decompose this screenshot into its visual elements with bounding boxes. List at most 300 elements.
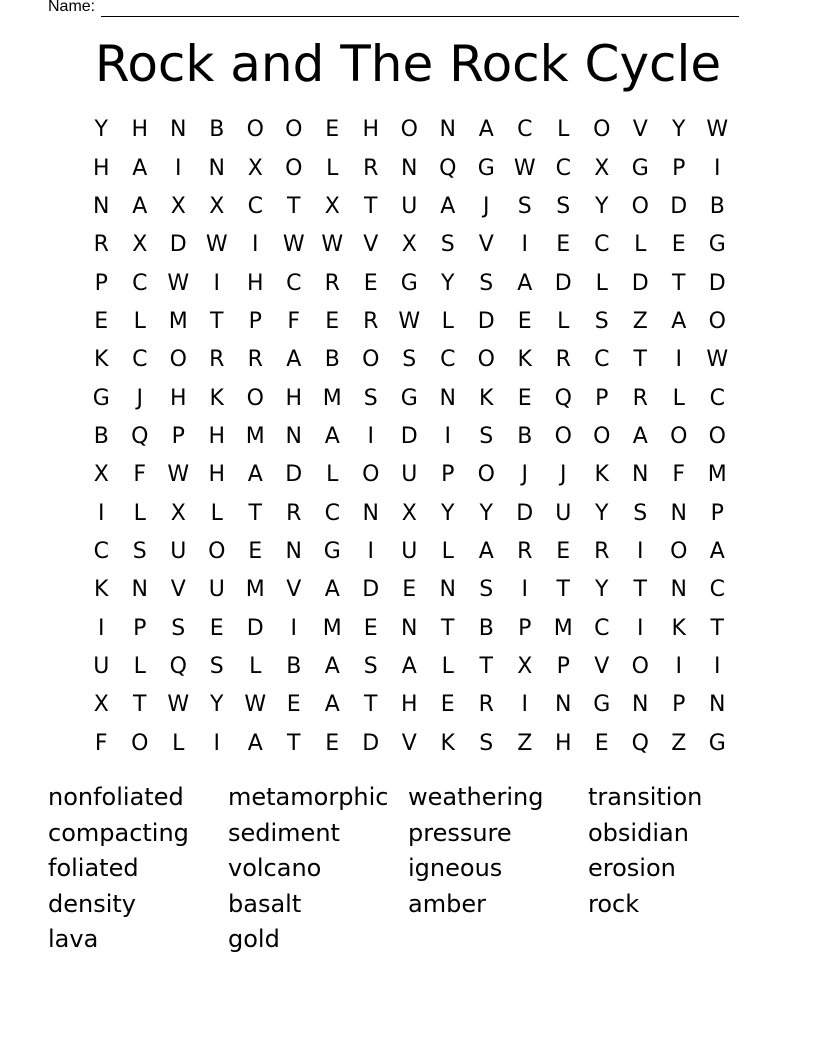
grid-cell[interactable]: O — [708, 308, 726, 334]
grid-cell[interactable]: A — [709, 538, 725, 564]
grid-cell[interactable]: L — [326, 462, 339, 488]
grid-cell[interactable]: H — [554, 730, 572, 756]
grid-cell[interactable]: V — [170, 577, 186, 603]
grid-cell[interactable]: Y — [94, 117, 108, 143]
grid-cell[interactable]: R — [363, 155, 379, 181]
grid-cell[interactable]: L — [172, 730, 185, 756]
grid-cell[interactable]: X — [132, 232, 148, 258]
grid-cell[interactable]: V — [286, 577, 302, 603]
grid-cell[interactable]: D — [362, 730, 380, 756]
grid-cell[interactable]: B — [324, 347, 340, 373]
grid-cell[interactable]: R — [324, 270, 340, 296]
grid-cell[interactable]: S — [440, 232, 455, 258]
grid-cell[interactable]: A — [632, 423, 648, 449]
grid-cell[interactable]: O — [285, 155, 303, 181]
grid-cell[interactable]: G — [708, 730, 726, 756]
word-bank-item: transition — [588, 783, 703, 811]
grid-cell[interactable]: B — [709, 193, 725, 219]
grid-cell[interactable]: D — [708, 270, 726, 296]
name-field — [48, 0, 739, 17]
grid-cell[interactable]: Y — [595, 500, 609, 526]
word-bank-item: weathering — [408, 783, 544, 811]
grid-cell[interactable]: O — [400, 117, 418, 143]
grid-cell[interactable]: S — [171, 615, 186, 641]
grid-cell[interactable]: L — [557, 308, 570, 334]
grid-cell[interactable]: E — [363, 615, 378, 641]
grid-cell[interactable]: H — [362, 117, 380, 143]
grid-cell[interactable]: D — [362, 577, 380, 603]
grid-cell[interactable]: S — [363, 385, 378, 411]
grid-cell[interactable]: P — [556, 653, 570, 679]
grid-cell[interactable]: O — [477, 347, 495, 373]
grid-cell[interactable]: E — [517, 385, 532, 411]
grid-cell[interactable]: T — [364, 193, 378, 219]
grid-cell[interactable]: X — [401, 232, 417, 258]
grid-cell[interactable]: O — [631, 193, 649, 219]
grid-cell[interactable]: I — [637, 615, 644, 641]
grid-cell[interactable]: N — [285, 423, 302, 449]
grid-cell[interactable]: R — [594, 538, 610, 564]
grid-cell[interactable]: T — [710, 615, 724, 641]
grid-cell[interactable]: C — [286, 270, 302, 296]
grid-cell[interactable]: C — [93, 538, 109, 564]
grid-cell[interactable]: M — [707, 462, 727, 488]
grid-cell[interactable]: A — [401, 653, 417, 679]
grid-cell[interactable]: W — [167, 270, 190, 296]
grid-cell[interactable]: P — [710, 500, 724, 526]
grid-cell[interactable]: W — [205, 232, 228, 258]
grid-cell[interactable]: A — [671, 308, 687, 334]
grid-cell[interactable]: C — [132, 270, 148, 296]
grid-cell[interactable]: A — [324, 577, 340, 603]
grid-cell[interactable]: A — [324, 692, 340, 718]
grid-cell[interactable]: E — [402, 577, 417, 603]
grid-cell[interactable]: K — [517, 347, 532, 373]
grid-cell[interactable]: V — [478, 232, 494, 258]
grid-cell[interactable]: U — [93, 653, 110, 679]
grid-cell[interactable]: E — [325, 730, 340, 756]
grid-cell[interactable]: S — [479, 577, 494, 603]
grid-cell[interactable]: N — [439, 117, 456, 143]
grid-cell[interactable]: I — [252, 232, 259, 258]
grid-cell[interactable]: I — [521, 692, 528, 718]
grid-cell[interactable]: P — [94, 270, 108, 296]
grid-cell[interactable]: R — [247, 347, 263, 373]
grid-cell[interactable]: R — [209, 347, 225, 373]
grid-cell[interactable]: E — [363, 270, 378, 296]
grid-cell[interactable]: Q — [169, 653, 187, 679]
grid-cell[interactable]: S — [479, 423, 494, 449]
grid-cell[interactable]: I — [714, 155, 721, 181]
grid-cell[interactable]: N — [131, 577, 148, 603]
grid-cell[interactable]: L — [595, 270, 608, 296]
grid-cell[interactable]: M — [245, 423, 265, 449]
grid-cell[interactable]: S — [209, 653, 224, 679]
grid-cell[interactable]: X — [401, 500, 417, 526]
grid-cell[interactable]: C — [247, 193, 263, 219]
grid-cell[interactable]: E — [94, 308, 109, 334]
grid-cell[interactable]: I — [98, 500, 105, 526]
grid-cell[interactable]: I — [714, 653, 721, 679]
grid-cell[interactable]: O — [362, 462, 380, 488]
grid-cell[interactable]: H — [285, 385, 303, 411]
grid-cell[interactable]: H — [131, 117, 149, 143]
grid-cell[interactable]: N — [362, 500, 379, 526]
grid-cell[interactable]: N — [709, 692, 726, 718]
grid-cell[interactable]: O — [169, 347, 187, 373]
grid-cell[interactable]: S — [402, 347, 417, 373]
grid-cell[interactable]: A — [247, 730, 263, 756]
grid-cell[interactable]: L — [326, 155, 339, 181]
grid-cell[interactable]: U — [401, 193, 418, 219]
grid-cell[interactable]: O — [208, 538, 226, 564]
grid-cell[interactable]: T — [556, 577, 570, 603]
grid-cell[interactable]: H — [208, 423, 226, 449]
grid-cell[interactable]: M — [245, 577, 265, 603]
grid-cell[interactable]: D — [169, 232, 187, 258]
grid-cell[interactable]: C — [132, 347, 148, 373]
grid-cell[interactable]: H — [169, 385, 187, 411]
grid-cell[interactable]: O — [131, 730, 149, 756]
grid-cell[interactable]: S — [556, 193, 571, 219]
grid-cell[interactable]: I — [675, 653, 682, 679]
grid-cell[interactable]: C — [709, 577, 725, 603]
grid-cell[interactable]: K — [671, 615, 686, 641]
grid-cell[interactable]: I — [175, 155, 182, 181]
grid-cell[interactable]: H — [246, 270, 264, 296]
grid-cell[interactable]: W — [513, 155, 536, 181]
grid-cell[interactable]: I — [444, 423, 451, 449]
grid-cell[interactable]: O — [362, 347, 380, 373]
grid-cell[interactable]: W — [398, 308, 421, 334]
grid-cell[interactable]: W — [244, 692, 267, 718]
grid-cell[interactable]: N — [439, 577, 456, 603]
grid-cell[interactable]: A — [132, 193, 148, 219]
grid-cell[interactable]: Q — [554, 385, 572, 411]
grid-cell[interactable]: E — [440, 692, 455, 718]
grid-cell[interactable]: E — [325, 308, 340, 334]
grid-cell[interactable]: I — [213, 270, 220, 296]
name-line[interactable] — [101, 0, 739, 17]
grid-cell[interactable]: C — [517, 117, 533, 143]
grid-cell[interactable]: R — [286, 500, 302, 526]
grid-cell[interactable]: T — [287, 730, 301, 756]
grid-cell[interactable]: T — [633, 577, 647, 603]
grid-cell[interactable]: Q — [631, 730, 649, 756]
grid-cell[interactable]: W — [167, 462, 190, 488]
grid-cell[interactable]: Q — [131, 423, 149, 449]
grid-cell[interactable]: Y — [595, 193, 609, 219]
grid-cell[interactable]: H — [400, 692, 418, 718]
grid-cell[interactable]: D — [670, 193, 688, 219]
grid-cell[interactable]: N — [208, 155, 225, 181]
grid-cell[interactable]: T — [210, 308, 224, 334]
grid-cell[interactable]: L — [441, 538, 454, 564]
grid-cell[interactable]: Z — [517, 730, 533, 756]
grid-cell[interactable]: A — [286, 347, 302, 373]
grid-cell[interactable]: T — [633, 347, 647, 373]
grid-cell[interactable]: P — [441, 462, 455, 488]
grid-cell[interactable]: E — [671, 232, 686, 258]
grid-cell[interactable]: T — [441, 615, 455, 641]
grid-cell[interactable]: N — [401, 615, 418, 641]
grid-cell[interactable]: Y — [479, 500, 493, 526]
grid-cell[interactable]: D — [554, 270, 572, 296]
grid-cell[interactable]: P — [171, 423, 185, 449]
grid-cell[interactable]: T — [479, 653, 493, 679]
grid-cell[interactable]: B — [93, 423, 109, 449]
grid-cell[interactable]: B — [478, 615, 494, 641]
grid-cell[interactable]: L — [133, 308, 146, 334]
grid-cell[interactable]: E — [209, 615, 224, 641]
grid-cell[interactable]: A — [478, 117, 494, 143]
grid-cell[interactable]: G — [708, 232, 726, 258]
grid-cell[interactable]: Z — [632, 308, 648, 334]
word-bank-item: nonfoliated — [48, 783, 184, 811]
grid-cell[interactable]: V — [401, 730, 417, 756]
grid-cell[interactable]: R — [478, 692, 494, 718]
grid-cell[interactable]: T — [248, 500, 262, 526]
grid-cell[interactable]: E — [594, 730, 609, 756]
grid-cell[interactable]: W — [321, 232, 344, 258]
grid-cell[interactable]: L — [672, 385, 685, 411]
grid-cell[interactable]: K — [94, 577, 109, 603]
grid-cell[interactable]: J — [560, 462, 567, 488]
grid-cell[interactable]: W — [167, 692, 190, 718]
word-bank-item: foliated — [48, 854, 139, 883]
grid-cell[interactable]: R — [517, 538, 533, 564]
grid-cell[interactable]: G — [400, 270, 418, 296]
grid-cell[interactable]: P — [595, 385, 609, 411]
grid-cell[interactable]: M — [322, 615, 342, 641]
grid-cell[interactable]: I — [290, 615, 297, 641]
grid-cell[interactable]: X — [209, 193, 225, 219]
grid-cell[interactable]: I — [521, 577, 528, 603]
grid-cell[interactable]: D — [516, 500, 534, 526]
grid-cell[interactable]: A — [247, 462, 263, 488]
grid-cell[interactable]: N — [439, 385, 456, 411]
grid-cell[interactable]: W — [706, 117, 729, 143]
grid-cell[interactable]: X — [170, 193, 186, 219]
grid-cell[interactable]: K — [479, 385, 494, 411]
grid-cell[interactable]: N — [170, 117, 187, 143]
grid-cell[interactable]: V — [632, 117, 648, 143]
grid-cell[interactable]: T — [364, 692, 378, 718]
grid-cell[interactable]: P — [672, 692, 686, 718]
grid-cell[interactable]: I — [98, 615, 105, 641]
grid-cell[interactable]: F — [94, 730, 108, 756]
grid-cell[interactable]: K — [209, 385, 224, 411]
grid-cell[interactable]: G — [92, 385, 110, 411]
grid-cell[interactable]: S — [363, 653, 378, 679]
grid-cell[interactable]: Y — [441, 270, 455, 296]
grid-cell[interactable]: R — [555, 347, 571, 373]
grid-cell[interactable]: O — [593, 117, 611, 143]
grid-cell[interactable]: I — [521, 232, 528, 258]
grid-cell[interactable]: L — [441, 308, 454, 334]
grid-cell[interactable]: C — [324, 500, 340, 526]
grid-cell[interactable]: A — [440, 193, 456, 219]
grid-cell[interactable]: V — [594, 653, 610, 679]
grid-cell[interactable]: A — [324, 423, 340, 449]
grid-cell[interactable]: X — [517, 653, 533, 679]
grid-cell[interactable]: I — [213, 730, 220, 756]
grid-cell[interactable]: O — [246, 385, 264, 411]
grid-cell[interactable]: J — [483, 193, 490, 219]
grid-cell[interactable]: P — [518, 615, 532, 641]
grid-cell[interactable]: N — [401, 155, 418, 181]
grid-cell[interactable]: R — [632, 385, 648, 411]
grid-cell[interactable]: E — [248, 538, 263, 564]
grid-cell[interactable]: O — [554, 423, 572, 449]
grid-cell[interactable]: U — [170, 538, 187, 564]
grid-cell[interactable]: P — [672, 155, 686, 181]
grid-cell[interactable]: P — [133, 615, 147, 641]
grid-cell[interactable]: N — [93, 193, 110, 219]
grid-cell[interactable]: Y — [672, 117, 686, 143]
grid-cell[interactable]: S — [132, 538, 147, 564]
grid-cell[interactable]: A — [478, 538, 494, 564]
grid-cell[interactable]: S — [633, 500, 648, 526]
grid-cell[interactable]: C — [555, 155, 571, 181]
grid-cell[interactable]: Y — [210, 692, 224, 718]
grid-cell[interactable]: K — [440, 730, 455, 756]
grid-cell[interactable]: I — [367, 423, 374, 449]
grid-cell[interactable]: V — [363, 232, 379, 258]
grid-cell[interactable]: O — [708, 423, 726, 449]
word-bank-item: volcano — [228, 854, 322, 883]
grid-cell[interactable]: A — [324, 653, 340, 679]
grid-cell[interactable]: C — [440, 347, 456, 373]
grid-cell[interactable]: E — [325, 117, 340, 143]
word-bank-item: erosion — [588, 854, 676, 883]
grid-cell[interactable]: U — [208, 577, 225, 603]
grid-cell[interactable]: K — [594, 462, 609, 488]
grid-cell[interactable]: I — [367, 538, 374, 564]
grid-cell[interactable]: Z — [671, 730, 687, 756]
grid-cell[interactable]: R — [363, 308, 379, 334]
grid-cell[interactable]: S — [517, 193, 532, 219]
grid-cell[interactable]: K — [94, 347, 109, 373]
grid-cell[interactable]: C — [709, 385, 725, 411]
grid-cell[interactable]: L — [249, 653, 262, 679]
word-bank-item: gold — [228, 925, 280, 954]
grid-cell[interactable]: C — [594, 615, 610, 641]
grid-cell[interactable]: E — [556, 538, 571, 564]
grid-cell[interactable]: S — [479, 270, 494, 296]
grid-cell[interactable]: I — [675, 347, 682, 373]
grid-cell[interactable]: X — [247, 155, 263, 181]
grid-cell[interactable]: O — [246, 117, 264, 143]
grid-cell[interactable]: E — [286, 692, 301, 718]
grid-cell[interactable]: X — [93, 692, 109, 718]
grid-cell[interactable]: F — [287, 308, 301, 334]
grid-cell[interactable]: T — [133, 692, 147, 718]
grid-cell[interactable]: M — [168, 308, 188, 334]
grid-cell[interactable]: D — [285, 462, 303, 488]
grid-cell[interactable]: N — [670, 500, 687, 526]
grid-cell[interactable]: M — [322, 385, 342, 411]
grid-cell[interactable]: B — [286, 653, 302, 679]
grid-cell[interactable]: O — [285, 117, 303, 143]
grid-cell[interactable]: J — [521, 462, 528, 488]
grid-cell[interactable]: B — [517, 423, 533, 449]
grid-cell[interactable]: T — [287, 193, 301, 219]
grid-cell[interactable]: N — [670, 577, 687, 603]
grid-cell[interactable]: N — [555, 692, 572, 718]
grid-cell[interactable]: X — [324, 193, 340, 219]
grid-cell[interactable]: X — [170, 500, 186, 526]
grid-cell[interactable]: Q — [439, 155, 457, 181]
grid-cell[interactable]: G — [323, 538, 341, 564]
grid-cell[interactable]: H — [208, 462, 226, 488]
grid-cell[interactable]: D — [631, 270, 649, 296]
grid-cell[interactable]: U — [401, 538, 418, 564]
grid-cell[interactable]: N — [632, 692, 649, 718]
grid-cell[interactable]: H — [92, 155, 110, 181]
grid-cell[interactable]: U — [401, 462, 418, 488]
grid-cell[interactable]: O — [670, 423, 688, 449]
grid-cell[interactable]: M — [553, 615, 573, 641]
grid-cell[interactable]: A — [132, 155, 148, 181]
grid-cell[interactable]: U — [555, 500, 572, 526]
grid-cell[interactable]: G — [593, 692, 611, 718]
grid-cell[interactable]: N — [632, 462, 649, 488]
grid-cell[interactable]: A — [517, 270, 533, 296]
grid-cell[interactable]: B — [209, 117, 225, 143]
grid-cell[interactable]: L — [133, 500, 146, 526]
grid-cell[interactable]: X — [594, 155, 610, 181]
grid-cell[interactable]: D — [477, 308, 495, 334]
grid-cell[interactable]: W — [282, 232, 305, 258]
grid-cell[interactable]: O — [631, 653, 649, 679]
grid-cell[interactable]: C — [594, 347, 610, 373]
grid-cell[interactable]: O — [593, 423, 611, 449]
grid-cell[interactable]: D — [246, 615, 264, 641]
grid-cell[interactable]: X — [93, 462, 109, 488]
grid-cell[interactable]: W — [706, 347, 729, 373]
grid-cell[interactable]: J — [136, 385, 143, 411]
grid-cell[interactable]: L — [634, 232, 647, 258]
grid-cell[interactable]: S — [479, 730, 494, 756]
grid-cell[interactable]: E — [517, 308, 532, 334]
word-bank-item: density — [48, 889, 136, 918]
grid-cell[interactable]: O — [477, 462, 495, 488]
grid-cell[interactable]: C — [594, 232, 610, 258]
grid-cell[interactable]: T — [672, 270, 686, 296]
grid-cell[interactable]: G — [400, 385, 418, 411]
grid-cell[interactable]: D — [400, 423, 418, 449]
grid-cell[interactable]: Y — [441, 500, 455, 526]
grid-cell[interactable]: I — [637, 538, 644, 564]
grid-cell[interactable]: P — [248, 308, 262, 334]
grid-cell[interactable]: L — [557, 117, 570, 143]
grid-cell[interactable]: L — [210, 500, 223, 526]
grid-cell[interactable]: F — [133, 462, 147, 488]
grid-cell[interactable]: R — [93, 232, 109, 258]
grid-cell[interactable]: G — [477, 155, 495, 181]
grid-cell[interactable]: F — [672, 462, 686, 488]
grid-cell[interactable]: Y — [595, 577, 609, 603]
grid-cell[interactable]: O — [670, 538, 688, 564]
word-bank-item: sediment — [228, 818, 340, 847]
grid-cell[interactable]: S — [594, 308, 609, 334]
grid-cell[interactable]: L — [441, 653, 454, 679]
grid-cell[interactable]: G — [631, 155, 649, 181]
grid-cell[interactable]: N — [285, 538, 302, 564]
grid-cell[interactable]: L — [133, 653, 146, 679]
grid-cell[interactable]: E — [556, 232, 571, 258]
